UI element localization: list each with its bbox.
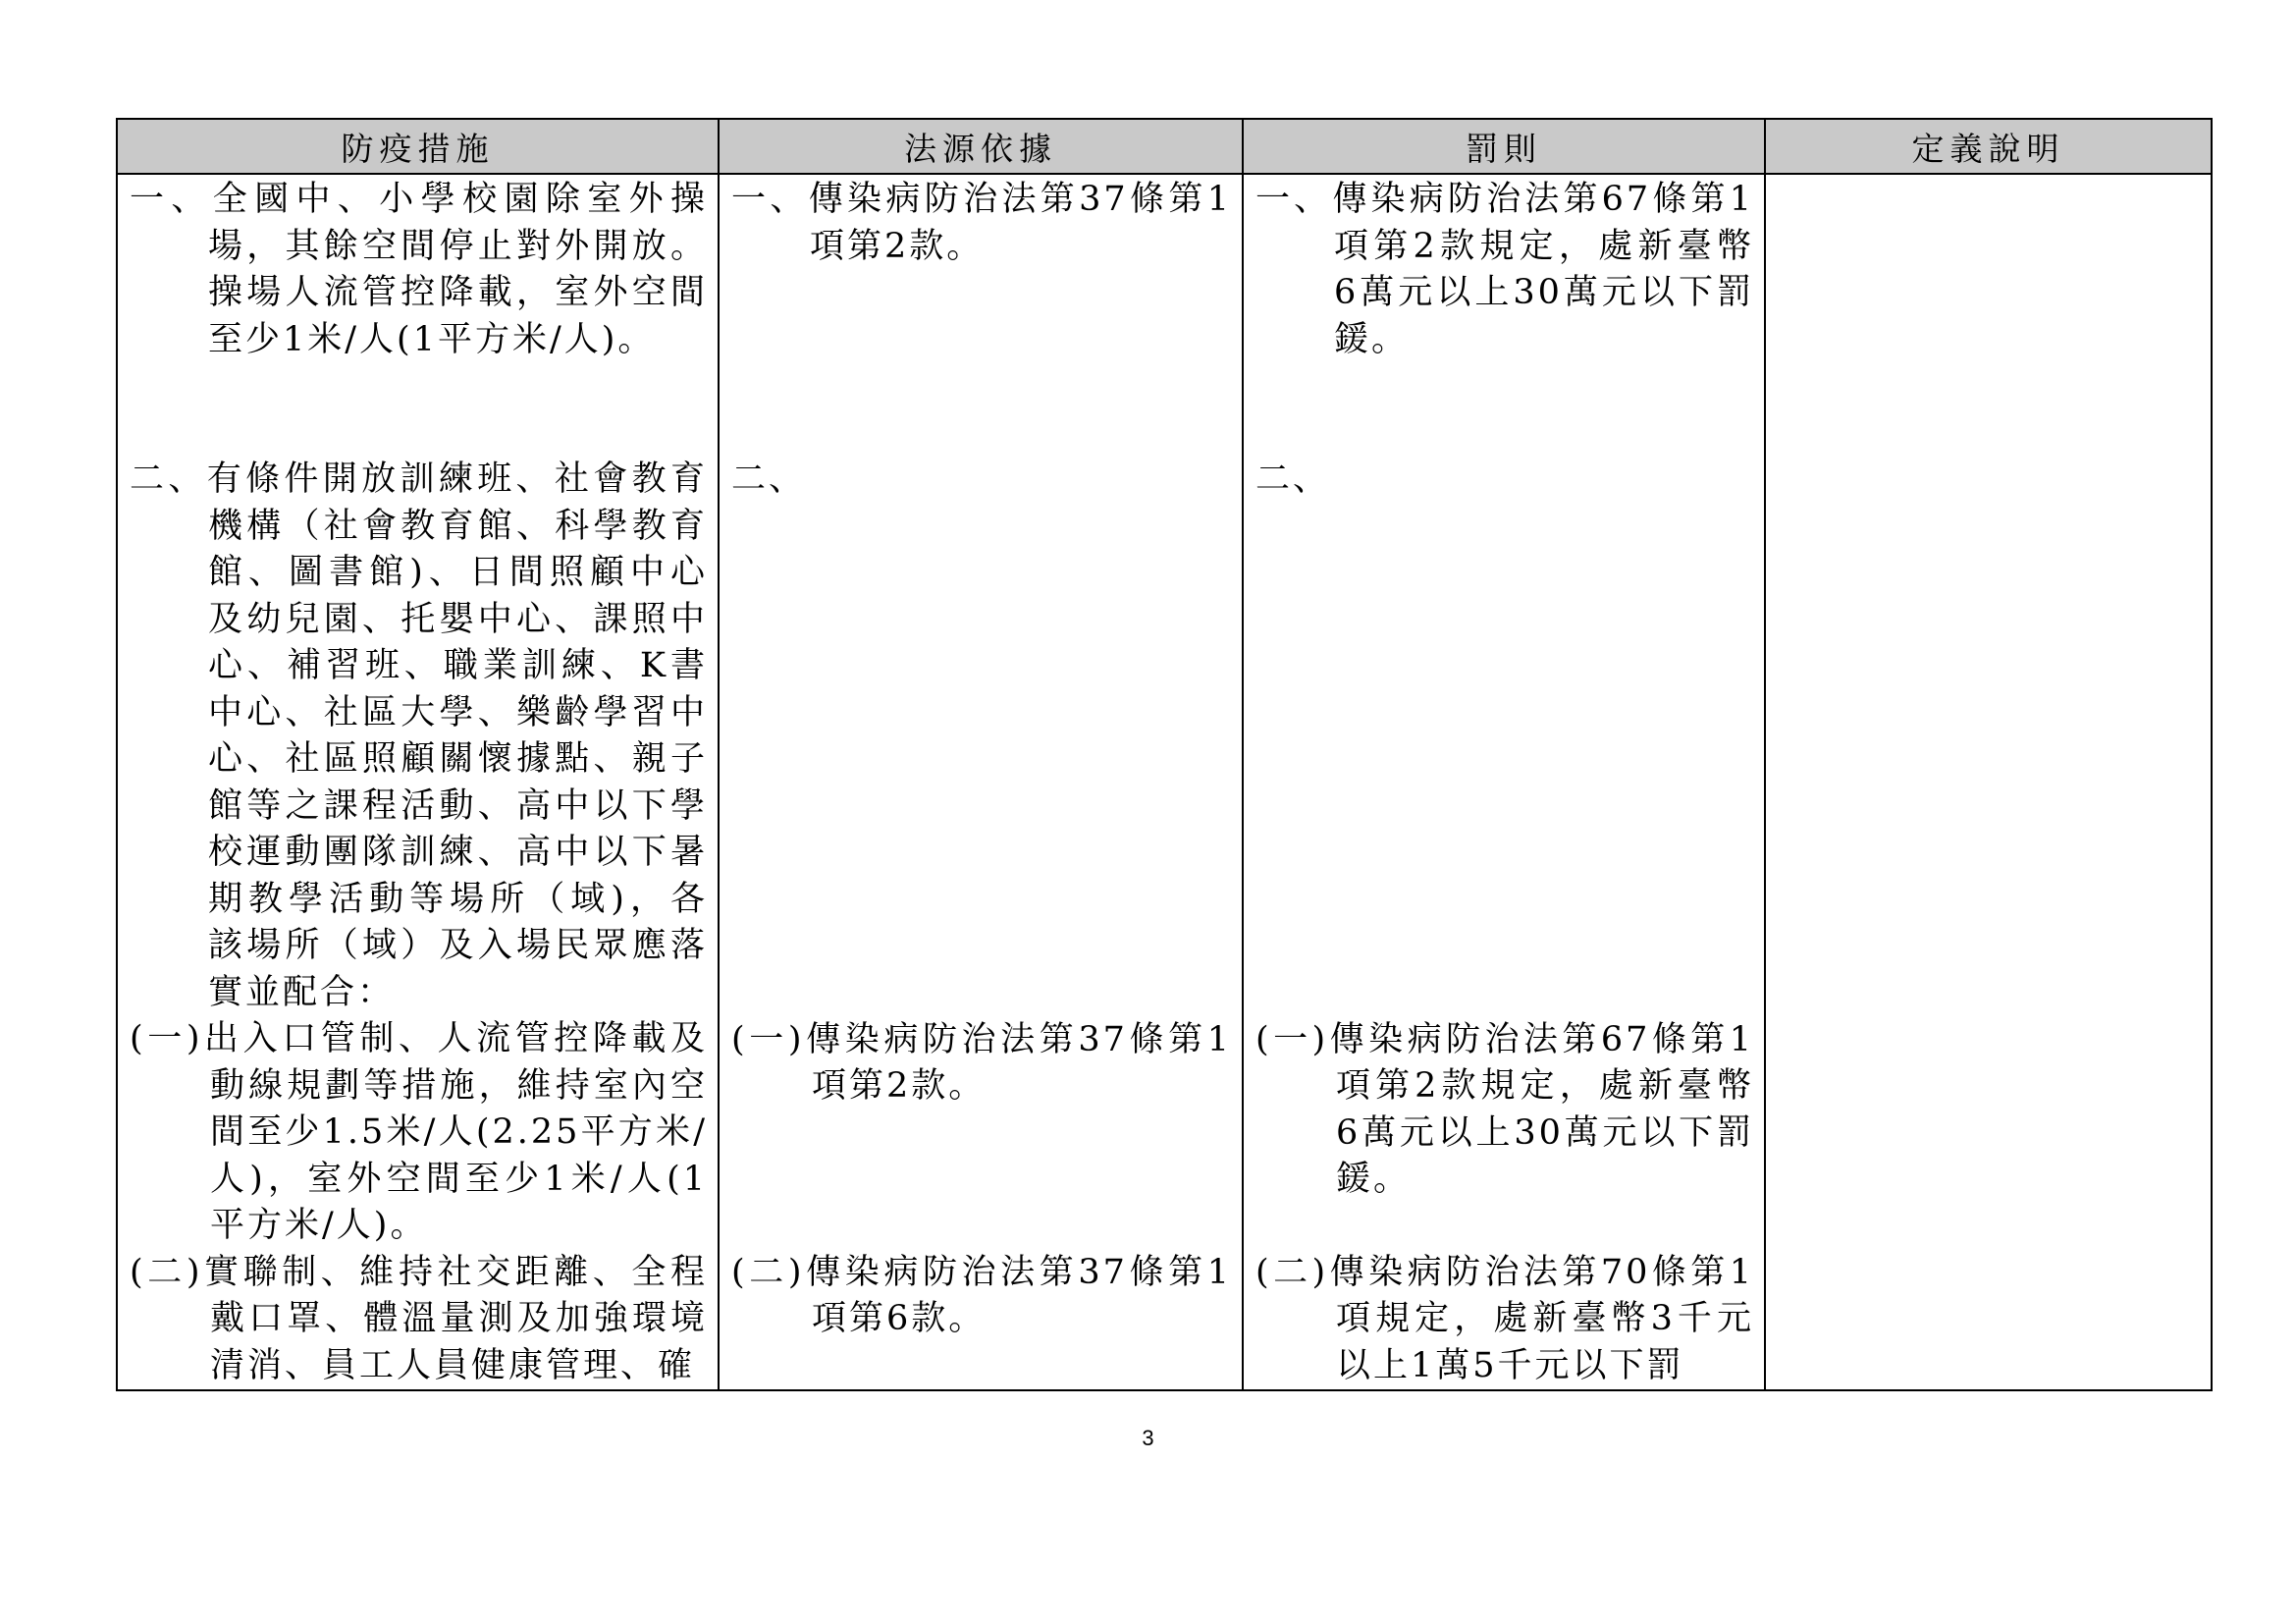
- header-legal-basis: 法源依據: [719, 119, 1243, 174]
- penalty-subitem-1: (一)傳染病防治法第67條第1項第2款規定，處新臺幣6萬元以上30萬元以下罰鍰。: [1255, 1019, 1754, 1199]
- penalty-subitem-2: (二)傳染病防治法第70條第1項規定，處新臺幣3千元以上1萬5千元以下罰: [1255, 1252, 1754, 1385]
- measures-cell: [117, 174, 719, 1390]
- header-measures: 防疫措施: [117, 119, 719, 174]
- legal-basis-subitem-2: (二)傳染病防治法第37條第1項第6款。: [731, 1252, 1232, 1338]
- header-definition: 定義說明: [1765, 119, 2212, 174]
- legal-basis-item-2: 二、: [731, 460, 807, 499]
- header-penalty: 罰則: [1243, 119, 1765, 174]
- regulation-table: [116, 118, 2213, 1391]
- table-header-row: [117, 119, 2212, 174]
- legal-basis-subitem-1: (一)傳染病防治法第37條第1項第2款。: [731, 1019, 1232, 1106]
- measure-subitem-1: (一)出入口管制、人流管控降載及動線規劃等措施，維持室內空間至少1.5米/人(2.25平方米/人)，室外空間至少1米/人(1平方米/人)。: [130, 1019, 708, 1245]
- definition-cell: [1765, 174, 2212, 1390]
- penalty-cell: [1243, 174, 1765, 1390]
- measure-subitem-2: (二)實聯制、維持社交距離、全程戴口罩、體溫量測及加強環境清消、員工人員健康管理、確: [130, 1252, 708, 1385]
- page-number: 3: [1142, 1426, 1154, 1450]
- penalty-item-1: 一、傳染病防治法第67條第1項第2款規定，處新臺幣6萬元以上30萬元以下罰鍰。: [1255, 180, 1754, 359]
- table-row: [117, 174, 2212, 1390]
- legal-basis-item-1: 一、傳染病防治法第37條第1項第2款。: [731, 180, 1232, 266]
- penalty-item-2: 二、: [1255, 460, 1331, 499]
- measure-item-2: 二、有條件開放訓練班、社會教育機構（社會教育館、科學教育館、圖書館)、日間照顧中心及幼兒園、托嬰中心、課照中心、補習班、職業訓練、K書中心、社區大學、樂齡學習中心、社區照顧關懷據點、親子館等之課程活動、高中以下學校運動團隊訓練、高中以下暑期教學活動等場所（域)，各該場所（域）及入場民眾應落實並配合：: [130, 460, 708, 1012]
- legal-basis-cell: [719, 174, 1243, 1390]
- measure-item-1: 一、全國中、小學校園除室外操場，其餘空間停止對外開放。操場人流管控降載，室外空間至少1米/人(1平方米/人)。: [130, 180, 708, 359]
